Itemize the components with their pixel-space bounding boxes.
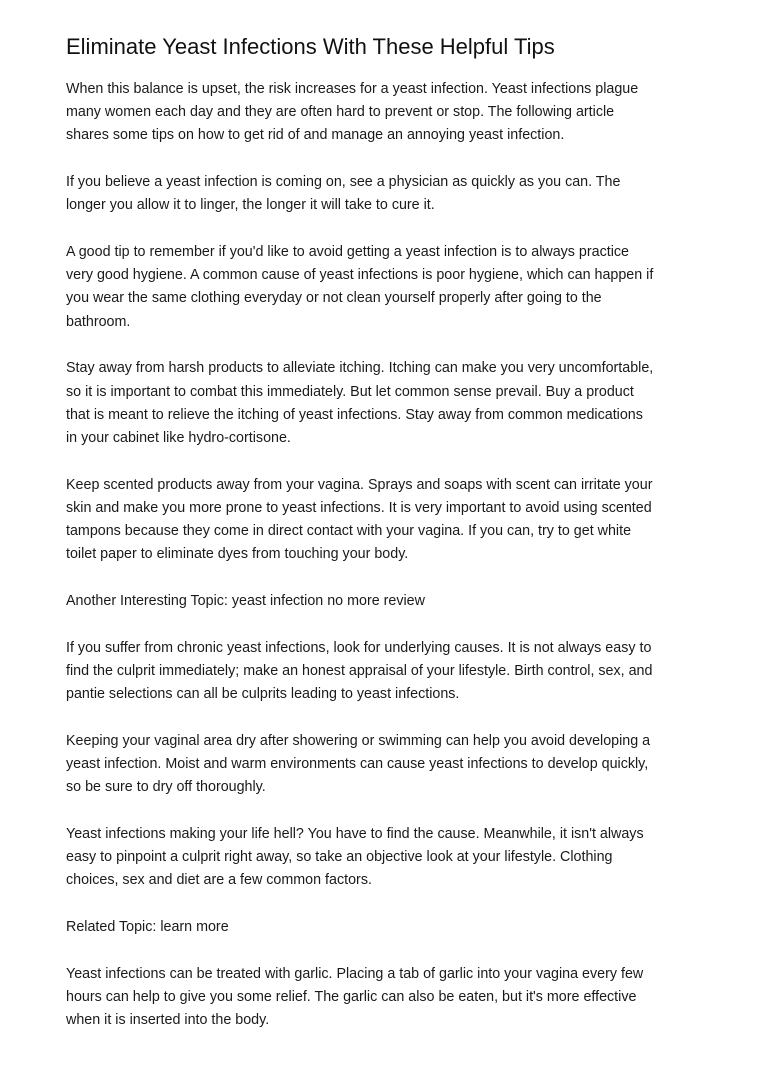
related-topic-line (66, 916, 716, 939)
paragraph: Keeping your vaginal area dry after showering or swimming can help you avoid developing a yeast infection. Moist and warm environments can cause yeast infections to develop quickly, so be sure to dry off thoroughly. (66, 732, 651, 796)
paragraph: If you believe a yeast infection is coming on, see a physician as quickly as you can. The longer you allow it to linger, the longer it will take to cure it. (66, 174, 621, 214)
another-topic-prefix: Another Interesting Topic: (66, 592, 232, 609)
related-topic-link[interactable]: learn more (160, 918, 229, 935)
paragraph: Yeast infections making your life hell? You have to find the cause. Meanwhile, it isn't always easy to pinpoint a culprit right away, so take an objective look at your lifestyle. Clothing choices, sex and diet are a few common factors. (66, 825, 644, 889)
another-topic-line (66, 590, 716, 613)
paragraph: A good tip to remember if you'd like to avoid getting a yeast infection is to always practice very good hygiene. A common cause of yeast infections is poor hygiene, which can happen if you wear the same clothing everyday or not clean yourself properly after going to the bathroom. (66, 244, 654, 330)
page-title: Eliminate Yeast Infections With These Helpful Tips (66, 34, 555, 59)
paragraph: When this balance is upset, the risk increases for a yeast infection. Yeast infections plague many women each day and they are often hard to prevent or stop. The following article shares some tips on how to get rid of and manage an annoying yeast infection. (66, 81, 639, 144)
related-topic-prefix: Related Topic: (66, 918, 161, 935)
paragraph: Keep scented products away from your vagina. Sprays and soaps with scent can irritate your skin and make you more prone to yeast infections. It is very important to avoid using scented tampons because they come in direct contact with your vagina. If you can, try to get white toilet paper to eliminate dyes from touching your body. (66, 476, 653, 563)
paragraph: Stay away from harsh products to alleviate itching. Itching can make you very uncomfortable, so it is important to combat this immediately. But let common sense prevail. Buy a product that is meant to relieve the itching of yeast infections. Stay away from common medications in your cabinet like hydro-cortisone. (66, 360, 654, 446)
another-topic-link[interactable]: yeast infection no more review (231, 592, 425, 609)
paragraph: Yeast infections can be treated with garlic. Placing a tab of garlic into your vagina every few hours can help to give you some relief. The garlic can also be eaten, but it's more effective when it is inserted into the body. (66, 965, 644, 1029)
paragraph: If you suffer from chronic yeast infections, look for underlying causes. It is not always easy to find the culprit immediately; make an honest appraisal of your lifestyle. Birth control, sex, and pantie selections can all be culprits leading to yeast infections. (66, 639, 653, 703)
